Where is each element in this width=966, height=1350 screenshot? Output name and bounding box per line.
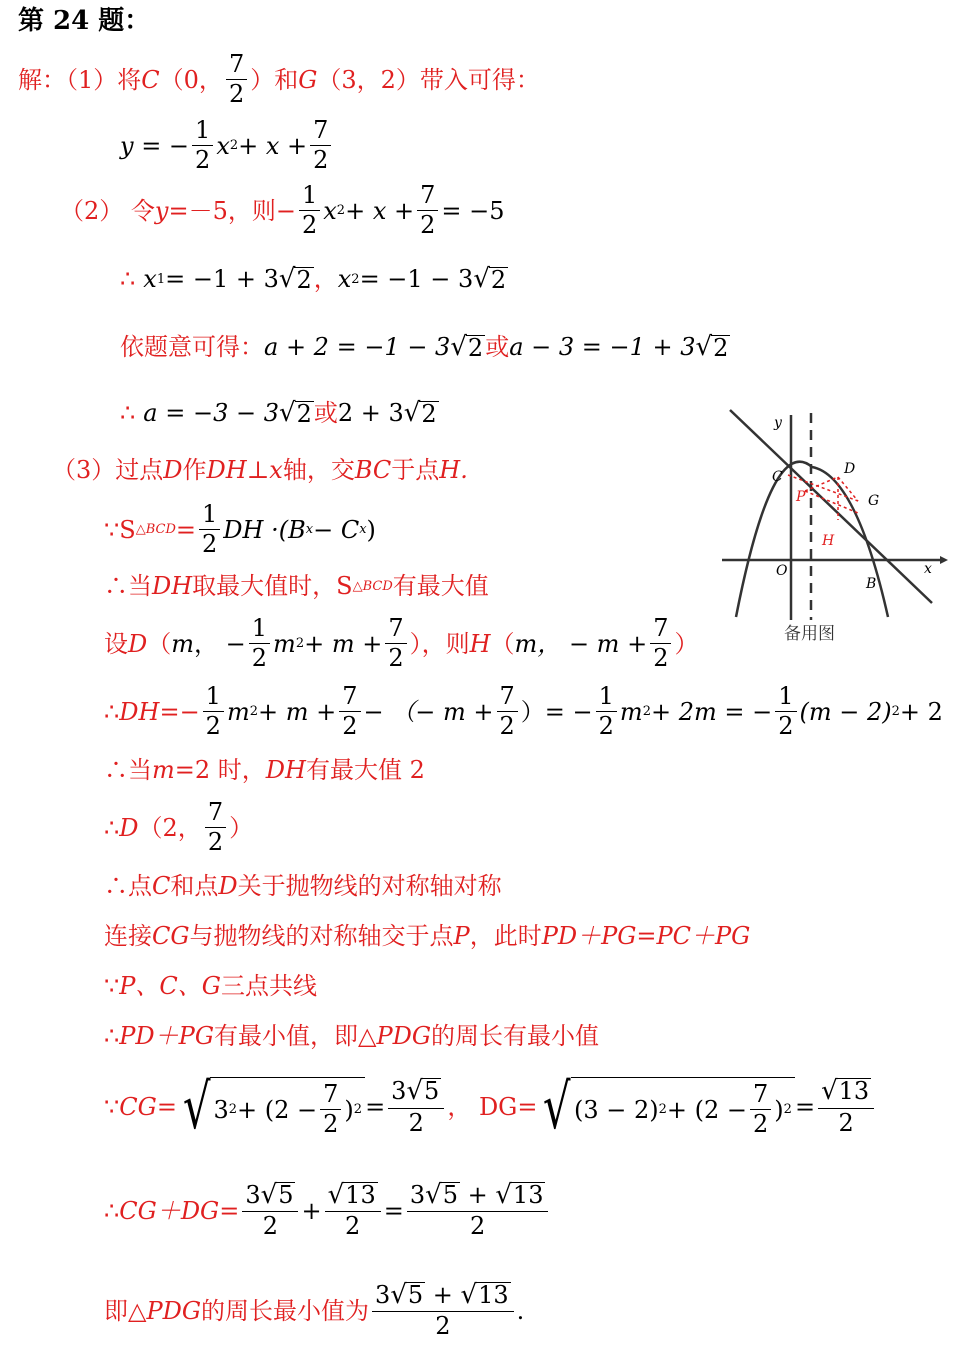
t: 有最小值，即△ bbox=[214, 1022, 377, 1050]
fraction-7-2 bbox=[417, 183, 438, 238]
frac bbox=[750, 1079, 771, 1138]
line-bc bbox=[730, 410, 932, 603]
frac bbox=[385, 616, 406, 671]
t: 即△ bbox=[104, 1296, 147, 1325]
t: 13 bbox=[838, 1077, 870, 1106]
t: 2 bbox=[891, 704, 900, 720]
frac bbox=[339, 684, 360, 739]
b-label: B bbox=[866, 576, 877, 592]
t: 与抛物线的对称轴交于点 bbox=[189, 922, 454, 950]
figure-caption: 备用图 bbox=[784, 624, 835, 644]
t: 关于抛物线的对称轴对称 bbox=[237, 872, 502, 900]
t: m bbox=[514, 629, 538, 658]
t: ） bbox=[229, 813, 254, 842]
p3-line5 bbox=[104, 684, 943, 739]
p3-line11 bbox=[104, 1024, 599, 1048]
eq-b: a − 3 = −1 + 3 bbox=[509, 333, 696, 361]
frac bbox=[203, 684, 224, 739]
t: = bbox=[175, 515, 197, 544]
t: x bbox=[269, 456, 283, 484]
frac bbox=[320, 1079, 341, 1138]
point-c-open: （0， bbox=[159, 65, 223, 94]
t: D bbox=[163, 456, 183, 484]
sqrt-icon: √ bbox=[390, 1280, 407, 1310]
t: x bbox=[305, 522, 314, 538]
num: 1 bbox=[596, 684, 617, 712]
t: ∴ bbox=[104, 697, 120, 726]
t: △BCD bbox=[352, 578, 393, 594]
t: △BCD bbox=[135, 522, 176, 538]
num: 1 bbox=[192, 118, 213, 146]
t: + bbox=[459, 1181, 496, 1209]
t: H bbox=[469, 629, 491, 658]
sqrt-icon: √ bbox=[403, 398, 421, 428]
t: . bbox=[516, 1296, 525, 1325]
t: + m + bbox=[304, 629, 383, 658]
t: （ bbox=[147, 629, 172, 658]
part1-intro bbox=[18, 52, 540, 107]
num: 7 bbox=[339, 684, 360, 712]
t: 于点 bbox=[391, 456, 440, 484]
rad: 2 bbox=[296, 399, 312, 428]
t: + m + bbox=[258, 697, 337, 726]
num: 7 bbox=[320, 1082, 341, 1110]
part2-cond: =－5，则− bbox=[168, 196, 296, 225]
den: 2 bbox=[499, 712, 515, 741]
rad2: 2 bbox=[490, 265, 507, 294]
t: （3）过点 bbox=[52, 456, 164, 484]
num: 1 bbox=[199, 502, 220, 530]
rad: 2 bbox=[421, 399, 437, 428]
frac bbox=[205, 800, 226, 855]
t: ， − m + bbox=[537, 629, 648, 658]
den: 2 bbox=[195, 146, 211, 175]
sub2: 2 bbox=[351, 271, 360, 287]
t: ∵ bbox=[104, 972, 120, 1000]
num: 1 bbox=[775, 684, 796, 712]
power: 2 bbox=[336, 203, 346, 219]
p3-line8 bbox=[104, 874, 502, 898]
num: 7 bbox=[750, 1082, 771, 1110]
t: ， − bbox=[194, 629, 246, 658]
t: (3 − 2) bbox=[573, 1095, 659, 1124]
den: 2 bbox=[202, 530, 218, 559]
t: 5 bbox=[407, 1281, 424, 1309]
t: =− bbox=[159, 697, 200, 726]
t: =2 时， bbox=[174, 756, 266, 784]
frac bbox=[596, 684, 617, 739]
t: m bbox=[619, 697, 643, 726]
p3-line4 bbox=[104, 616, 698, 671]
p3-line12 bbox=[104, 1070, 877, 1143]
t: S bbox=[119, 515, 136, 544]
fraction-half bbox=[299, 183, 320, 238]
t: （2， bbox=[138, 813, 202, 842]
t: CG bbox=[119, 1093, 157, 1121]
t: m bbox=[152, 756, 175, 784]
lead: 依题意可得： bbox=[120, 333, 264, 361]
t: 设 bbox=[104, 629, 128, 658]
num: 7 bbox=[650, 616, 671, 644]
sqrt-icon: √ bbox=[260, 1180, 278, 1210]
fraction-7-2 bbox=[310, 118, 331, 173]
sqrt-icon: √ bbox=[450, 332, 467, 362]
x-var: x bbox=[323, 196, 337, 225]
frac bbox=[199, 502, 220, 557]
t: 有最大值 2 bbox=[305, 756, 425, 784]
den: 2 bbox=[838, 1108, 854, 1137]
t: 轴，交 bbox=[282, 456, 355, 484]
roots-line bbox=[120, 266, 508, 292]
t: 13 bbox=[345, 1181, 376, 1209]
therefore: ∴ bbox=[120, 399, 136, 427]
t: 3 bbox=[245, 1181, 261, 1209]
t: + (2 − bbox=[666, 1095, 748, 1124]
t: ⊥ bbox=[246, 456, 270, 484]
point-g-coords: （3，2）带入可得： bbox=[317, 65, 540, 94]
rhs: = −5 bbox=[441, 196, 505, 225]
p3-line6 bbox=[104, 758, 425, 782]
p3-line7 bbox=[104, 800, 253, 855]
t: PDG bbox=[376, 1022, 432, 1050]
sqrt-icon: √ bbox=[278, 398, 296, 428]
t: ， DG= bbox=[447, 1093, 538, 1121]
point-c-label: C bbox=[141, 65, 160, 94]
t: 作 bbox=[182, 456, 207, 484]
t: 5 bbox=[424, 1077, 440, 1106]
t: ）= − bbox=[520, 697, 593, 726]
t: ∴当 bbox=[104, 756, 152, 784]
power: 2 bbox=[229, 138, 239, 154]
t: ∴ bbox=[104, 1022, 120, 1050]
comma: ， bbox=[313, 265, 338, 293]
point-g-label: G bbox=[298, 65, 318, 94]
spare-figure bbox=[718, 405, 948, 655]
t: m bbox=[226, 697, 250, 726]
t: 的周长有最小值 bbox=[431, 1022, 600, 1050]
t: PD＋PG=PC＋PG bbox=[541, 922, 751, 950]
t: 13 bbox=[512, 1181, 544, 1209]
t: = bbox=[219, 1196, 240, 1225]
frac bbox=[775, 684, 796, 739]
t: ） bbox=[674, 629, 699, 658]
t: 2 bbox=[642, 704, 651, 720]
t: CG＋DG bbox=[119, 1196, 220, 1225]
t: P bbox=[453, 922, 470, 950]
num: 7 bbox=[417, 183, 438, 211]
den: 2 bbox=[228, 80, 245, 109]
t: BC bbox=[354, 456, 392, 484]
h-label: H bbox=[822, 533, 835, 549]
frac bbox=[818, 1078, 874, 1135]
t: + bbox=[425, 1281, 461, 1309]
frac bbox=[388, 1078, 444, 1135]
frac bbox=[407, 1182, 549, 1239]
t: 13 bbox=[478, 1281, 509, 1309]
frac bbox=[650, 616, 671, 671]
eq-lhs: y = − bbox=[120, 131, 190, 160]
t: m bbox=[171, 629, 195, 658]
sqrt-icon: √ bbox=[695, 332, 713, 362]
sqrt-icon: √ bbox=[406, 1076, 424, 1107]
p3-line1 bbox=[52, 458, 468, 482]
num: 1 bbox=[299, 183, 320, 211]
p3-line9 bbox=[104, 924, 750, 948]
t: C bbox=[152, 872, 171, 900]
den: 2 bbox=[342, 712, 358, 741]
t: D bbox=[218, 872, 238, 900]
x-arrow-icon bbox=[940, 556, 948, 564]
t: = bbox=[365, 1093, 386, 1121]
t: + 2m = − bbox=[650, 697, 773, 726]
sqrt-icon: √ bbox=[460, 1280, 478, 1310]
t: x bbox=[359, 522, 367, 538]
num: 1 bbox=[203, 684, 224, 712]
y-var: y bbox=[154, 196, 169, 225]
point-c-close: ）和 bbox=[250, 65, 299, 94]
x1: x bbox=[143, 265, 157, 293]
t: 有最大值 bbox=[392, 572, 489, 600]
eq-a: a + 2 = −1 − 3 bbox=[264, 333, 451, 361]
den: 2 bbox=[653, 644, 669, 673]
num: 7 bbox=[310, 118, 331, 146]
t: − C bbox=[313, 515, 360, 544]
den: 2 bbox=[408, 1108, 424, 1137]
t: ) bbox=[774, 1095, 784, 1124]
p3-line13 bbox=[104, 1182, 551, 1239]
num: 7 bbox=[226, 52, 247, 80]
rad: 2 bbox=[713, 333, 729, 362]
p3-line2 bbox=[104, 502, 376, 557]
o-label: O bbox=[776, 563, 788, 579]
sqrt-icon: √ 3 2 + (2 − $\frac{7}{2}$ ) 2 bbox=[177, 1076, 365, 1138]
t: DH bbox=[119, 697, 160, 726]
den: 2 bbox=[470, 1212, 486, 1241]
t: 2 bbox=[295, 636, 305, 652]
t: 三点共线 bbox=[220, 972, 317, 1000]
fraction-half bbox=[192, 118, 213, 173]
t: ，此时 bbox=[469, 922, 542, 950]
t: 的周长最小值为 bbox=[201, 1296, 370, 1325]
den: 2 bbox=[420, 211, 436, 240]
frac bbox=[325, 1182, 381, 1239]
den: 2 bbox=[205, 712, 221, 741]
t: 和点 bbox=[170, 872, 219, 900]
sqrt-icon: √ bbox=[495, 1180, 512, 1210]
t: DH bbox=[152, 572, 193, 600]
t: ) bbox=[344, 1095, 354, 1124]
den: 2 bbox=[262, 1212, 279, 1241]
frac bbox=[497, 684, 518, 739]
therefore: ∴ bbox=[120, 265, 136, 293]
p3-line14 bbox=[104, 1282, 524, 1339]
part2-lead: （2） 令 bbox=[60, 196, 155, 225]
t: (m − 2) bbox=[799, 697, 892, 726]
t: m bbox=[273, 629, 296, 658]
t: 3 bbox=[391, 1077, 407, 1106]
t: D bbox=[119, 813, 139, 842]
p3-line3 bbox=[104, 574, 489, 598]
fraction-7-2 bbox=[226, 52, 247, 107]
y-label: y bbox=[774, 415, 782, 431]
t: DH ·(B bbox=[223, 515, 306, 544]
sqrt-icon: √ bbox=[278, 264, 296, 294]
t: D bbox=[128, 629, 148, 658]
t: 取最大值时，S bbox=[192, 572, 353, 600]
t: ) bbox=[366, 515, 376, 544]
problem-title: 第 24 题： bbox=[18, 6, 151, 36]
p-label: P bbox=[796, 489, 806, 505]
t: ∴当 bbox=[104, 572, 152, 600]
num: 7 bbox=[497, 684, 518, 712]
or: 或 bbox=[485, 333, 510, 361]
t: ∴ bbox=[104, 1196, 120, 1225]
condition-eq bbox=[120, 334, 730, 360]
p3-line10 bbox=[104, 974, 317, 998]
num: 1 bbox=[249, 616, 270, 644]
a-val: a = −3 − 3 bbox=[143, 399, 279, 427]
t: = bbox=[156, 1093, 177, 1121]
t: 5 bbox=[442, 1181, 458, 1209]
g-label: G bbox=[868, 493, 880, 509]
x2: x bbox=[337, 265, 352, 293]
den: 2 bbox=[435, 1312, 451, 1341]
den: 2 bbox=[598, 712, 614, 741]
frac bbox=[372, 1282, 514, 1339]
t: 3 bbox=[375, 1281, 391, 1309]
t: DH bbox=[265, 756, 306, 784]
mid: + x + bbox=[345, 196, 415, 225]
den: 2 bbox=[313, 146, 329, 175]
den: 2 bbox=[753, 1110, 769, 1138]
frac bbox=[242, 1182, 298, 1239]
rad1: 2 bbox=[296, 265, 312, 294]
t: ∵ bbox=[104, 1093, 120, 1121]
t: P、C、G bbox=[119, 972, 221, 1000]
t: （ bbox=[490, 629, 515, 658]
rad: 2 bbox=[467, 333, 484, 362]
t: 3 bbox=[409, 1181, 426, 1209]
sqrt-icon: √ bbox=[425, 1180, 442, 1210]
x-label: x bbox=[924, 561, 932, 577]
t: ∴点 bbox=[104, 872, 152, 900]
frac bbox=[249, 616, 270, 671]
sqrt-icon: √ bbox=[473, 264, 490, 294]
part1-lead: 解：（1）将 bbox=[18, 65, 142, 94]
t: PD＋PG bbox=[119, 1022, 214, 1050]
t: H. bbox=[439, 456, 468, 484]
parabola-equation bbox=[120, 118, 334, 173]
v2: = −1 − 3 bbox=[359, 265, 474, 293]
sqrt-icon: √ (3 − 2) 2 + (2 − $\frac{7}{2}$ ) 2 bbox=[537, 1076, 794, 1138]
den: 2 bbox=[207, 828, 224, 857]
sub1: 1 bbox=[156, 271, 166, 287]
t: + 2 bbox=[899, 697, 943, 726]
c-label: C bbox=[772, 469, 783, 485]
den: 2 bbox=[778, 712, 794, 741]
t: − （− m + bbox=[363, 697, 494, 726]
t: 2 bbox=[249, 704, 258, 720]
t: DH bbox=[206, 456, 247, 484]
den: 2 bbox=[323, 1110, 339, 1138]
t: = bbox=[794, 1093, 816, 1121]
a-answer bbox=[120, 400, 439, 426]
sqrt-icon: √ bbox=[821, 1076, 838, 1107]
t: ），则 bbox=[409, 629, 470, 658]
v1: = −1 + 3 bbox=[165, 265, 279, 293]
eq-mid: + x + bbox=[238, 131, 308, 160]
t: + bbox=[301, 1196, 322, 1225]
x-var: x bbox=[216, 131, 230, 160]
den: 2 bbox=[388, 644, 404, 673]
t: ∴ bbox=[104, 813, 120, 842]
d-label: D bbox=[844, 461, 856, 477]
t: 3 bbox=[213, 1095, 229, 1124]
t: = bbox=[383, 1196, 404, 1225]
t: 5 bbox=[278, 1181, 294, 1209]
num: 7 bbox=[205, 800, 226, 828]
den: 2 bbox=[345, 1212, 361, 1241]
a-val2: 2 + 3 bbox=[337, 399, 404, 427]
t: PDG bbox=[146, 1296, 202, 1325]
t: CG bbox=[152, 922, 190, 950]
den: 2 bbox=[251, 644, 268, 673]
t: + (2 − bbox=[237, 1095, 318, 1124]
part2-condition bbox=[60, 183, 505, 238]
or: 或 bbox=[313, 399, 338, 427]
den: 2 bbox=[301, 211, 318, 240]
num: 7 bbox=[385, 616, 406, 644]
t: ∵ bbox=[104, 515, 120, 544]
t: 连接 bbox=[104, 922, 152, 950]
sqrt-icon: √ bbox=[327, 1180, 345, 1210]
